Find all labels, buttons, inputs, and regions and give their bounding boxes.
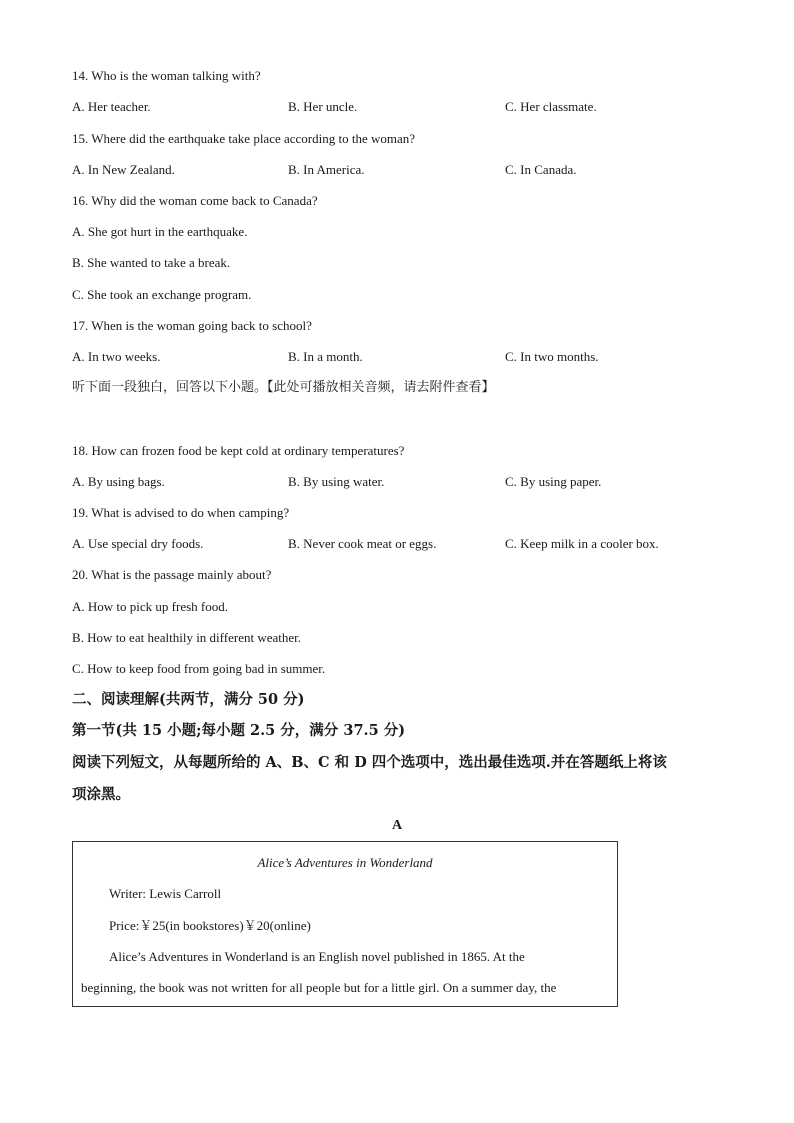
option-b[interactable]: B. Her uncle. <box>288 99 358 114</box>
option-b[interactable]: B. In a month. <box>288 349 363 364</box>
passage-body-line2: beginning, the book was not written for all people but for a little girl. On a summer day, the <box>81 980 557 995</box>
question-18-options <box>72 474 732 490</box>
passage-price: Price:￥25(in bookstores)￥20(online) <box>109 918 311 933</box>
option-b[interactable]: B. In America. <box>288 162 365 177</box>
option-c[interactable]: C. In Canada. <box>505 162 577 177</box>
question-15-options <box>72 162 732 178</box>
question-16-stem: 16. Why did the woman come back to Canada? <box>72 193 318 208</box>
option-c[interactable]: C. How to keep food from going bad in summer. <box>72 661 326 676</box>
option-a[interactable]: A. In New Zealand. <box>72 162 175 177</box>
passage-box <box>72 841 618 1007</box>
option-c[interactable]: C. She took an exchange program. <box>72 287 252 302</box>
option-a[interactable]: A. How to pick up fresh food. <box>72 599 228 614</box>
option-a[interactable]: A. By using bags. <box>72 474 165 489</box>
question-14-stem: 14. Who is the woman talking with? <box>72 68 261 83</box>
listening-instruction: 听下面一段独白，回答以下小题。【此处可播放相关音频，请去附件查看】 <box>72 380 495 395</box>
section-instruction-line2: 项涂黑。 <box>72 786 130 803</box>
question-15-stem: 15. Where did the earthquake take place according to the woman? <box>72 131 416 146</box>
question-14-options <box>72 99 732 115</box>
passage-label: A <box>391 818 403 833</box>
section-heading: 二、阅读理解(共两节，满分 50 分) <box>72 691 305 708</box>
option-b[interactable]: B. By using water. <box>288 474 385 489</box>
question-19-stem: 19. What is advised to do when camping? <box>72 505 290 520</box>
section-instruction-line1: 阅读下列短文，从每题所给的 A、B、C 和 D 四个选项中，选出最佳选项.并在答题纸上将该 <box>72 754 667 771</box>
question-18-stem: 18. How can frozen food be kept cold at ordinary temperatures? <box>72 443 405 458</box>
option-a[interactable]: A. In two weeks. <box>72 349 161 364</box>
passage-writer: Writer: Lewis Carroll <box>109 886 222 901</box>
option-c[interactable]: C. Her classmate. <box>505 99 597 114</box>
option-a[interactable]: A. Her teacher. <box>72 99 151 114</box>
passage-body-line1: Alice’s Adventures in Wonderland is an English novel published in 1865. At the <box>109 949 525 964</box>
option-b[interactable]: B. How to eat healthily in different weather. <box>72 630 301 645</box>
question-19-options <box>72 536 732 552</box>
part-heading: 第一节(共 15 小题;每小题 2.5 分，满分 37.5 分) <box>72 722 406 739</box>
passage-title: Alice’s Adventures in Wonderland <box>257 855 433 870</box>
option-a[interactable]: A. Use special dry foods. <box>72 536 204 551</box>
question-17-stem: 17. When is the woman going back to school? <box>72 318 312 333</box>
option-c[interactable]: C. In two months. <box>505 349 599 364</box>
option-b[interactable]: B. She wanted to take a break. <box>72 255 231 270</box>
question-20-stem: 20. What is the passage mainly about? <box>72 567 272 582</box>
question-17-options <box>72 349 732 365</box>
option-b[interactable]: B. Never cook meat or eggs. <box>288 536 437 551</box>
option-a[interactable]: A. She got hurt in the earthquake. <box>72 224 248 239</box>
option-c[interactable]: C. Keep milk in a cooler box. <box>505 536 659 551</box>
option-c[interactable]: C. By using paper. <box>505 474 602 489</box>
